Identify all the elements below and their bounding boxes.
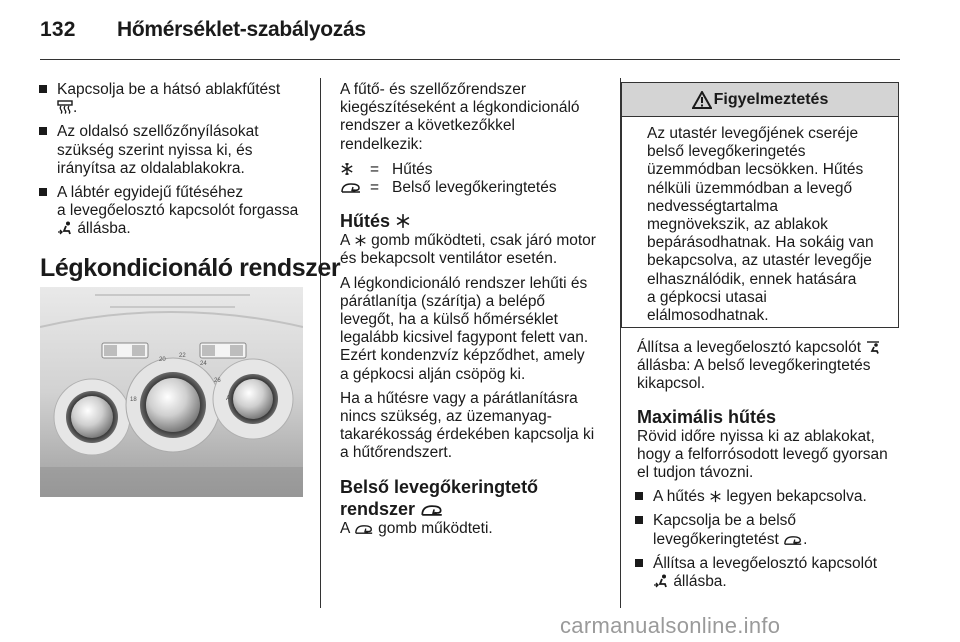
set-line: állásba: A belső levegőkeringtetés	[637, 357, 871, 375]
bullet-line: szükség szerint nyissa ki, és	[57, 141, 253, 159]
paragraph-line: nincs szükség, az üzemanyag-	[340, 408, 552, 426]
warning-line: nélküli üzemmódban a levegő	[647, 179, 853, 197]
legend-equals: =	[370, 160, 380, 178]
intro-line: rendelkezik:	[340, 135, 423, 153]
dial-label-20: 20	[159, 357, 166, 363]
warning-box	[621, 82, 899, 328]
list-item	[57, 81, 312, 117]
bullet-line-end	[57, 220, 312, 238]
recirc-text: A	[340, 519, 350, 537]
bullet-text: A hűtés	[653, 488, 705, 506]
cooling-line	[340, 232, 615, 250]
left-bullets	[57, 81, 312, 239]
control-panel-photo	[40, 287, 303, 497]
dial-label-22: 22	[179, 353, 186, 359]
legend-text: Belső levegőkeringtetés	[392, 179, 557, 197]
floor-windscreen-vent-icon	[653, 574, 669, 588]
section-heading: Légkondicionáló rendszer	[40, 254, 341, 282]
paragraph-line: Ha a hűtésre vagy a párátlanításra	[340, 389, 578, 407]
floor-vent-icon	[57, 221, 73, 235]
cooling-text: A	[340, 232, 350, 250]
warning-line: nedvességtartalma	[647, 197, 778, 215]
paragraph-line: a hűtőrendszert.	[340, 444, 453, 462]
warning-triangle-icon	[692, 91, 712, 109]
snowflake-icon	[395, 213, 411, 229]
cooling-text: gomb működteti, csak járó motor	[371, 232, 596, 250]
dial-label-26: 26	[214, 378, 221, 384]
warning-line: bepárásodhatnak. Ha sokáig van	[647, 234, 874, 252]
bullet-text: Kapcsolja be a hátsó ablakfűtést	[57, 81, 281, 98]
warning-line: elálmosodhatnak.	[647, 307, 769, 325]
cooling-heading-text: Hűtés	[340, 211, 391, 232]
bullet-text: levegőkeringtetést	[653, 530, 779, 548]
page-number: 132	[40, 18, 76, 41]
snowflake-icon	[340, 161, 370, 179]
control-panel-illustration	[40, 287, 303, 497]
right-column	[637, 339, 907, 591]
paragraph-line: a gépkocsi alján csöpög ki.	[340, 365, 526, 383]
middle-column	[340, 81, 615, 538]
windscreen-vent-icon	[865, 340, 881, 354]
dial-label-18: 18	[130, 397, 137, 403]
max-cooling-heading: Maximális hűtés	[637, 406, 777, 427]
bullet-line: A lábtér egyidejű fűtéséhez	[57, 184, 244, 202]
header-rule	[40, 59, 900, 60]
warning-header	[622, 83, 898, 117]
list-item	[653, 488, 907, 506]
warning-line: belső levegőkeringetés	[647, 143, 806, 161]
legend-row	[340, 161, 615, 179]
paragraph-line: levegőt, ha a külső hőmérséklet	[340, 311, 558, 329]
page-title: Hőmérséklet-szabályozás	[117, 18, 366, 41]
recirc-heading-line2	[340, 498, 615, 520]
warning-body	[622, 117, 898, 325]
paragraph-line: takarékosság érdekében kapcsolja ki	[340, 426, 595, 444]
dial-label-24: 24	[200, 361, 207, 367]
cooling-heading	[340, 210, 615, 232]
legend-row	[340, 179, 615, 197]
rear-window-heater-icon	[57, 100, 73, 114]
bullet-line: Kapcsolja be a belső	[653, 512, 797, 530]
recirculation-icon	[354, 524, 374, 535]
warning-line: üzemmódban lecsökken. Hűtés	[647, 161, 864, 179]
intro-line: A fűtő- és szellőzőrendszer	[340, 81, 527, 98]
recirc-heading-line1: Belső levegőkeringtető	[340, 476, 539, 497]
bullet-line: Az oldalsó szellőzőnyílásokat	[57, 123, 259, 141]
bullet-text: legyen bekapcsolva.	[726, 488, 867, 506]
cooling-line: és bekapcsolt ventilátor esetén.	[340, 250, 558, 268]
bullet-line: Állítsa a levegőelosztó kapcsolót	[653, 554, 878, 572]
list-item	[57, 184, 312, 239]
set-line: kikapcsol.	[637, 375, 706, 393]
list-item	[653, 555, 907, 591]
warning-line: megnövekszik, az ablakok	[647, 216, 828, 234]
max-line: Rövid időre nyissa ki az ablakokat,	[637, 427, 875, 445]
warning-title: Figyelmeztetés	[713, 90, 829, 108]
recirculation-icon	[340, 179, 370, 197]
list-item	[653, 512, 907, 548]
bullet-line	[653, 531, 907, 549]
bullet-line: a levegőelosztó kapcsolót forgassa	[57, 202, 299, 220]
warning-line: a gépkocsi utasai	[647, 288, 767, 306]
set-line	[637, 339, 907, 357]
ac-paragraph	[340, 275, 615, 384]
recirc-heading-text: rendszer	[340, 498, 416, 519]
recirc-line	[340, 520, 615, 538]
warning-line: bekapcsolva, az utastér levegője	[647, 252, 872, 270]
column-divider-1	[320, 78, 321, 608]
paragraph-line: legalább kicsivel fagypont felett van.	[340, 329, 589, 347]
intro-line: rendszer a következőkkel	[340, 117, 515, 135]
legend-text: Hűtés	[392, 160, 433, 178]
warning-line: Az utastér levegőjének cseréje	[647, 125, 859, 142]
bullet-line	[653, 573, 907, 591]
bullet-text-end: .	[73, 99, 78, 117]
bullet-text-cont	[57, 99, 312, 117]
bullet-line: irányítsa az oldalablakokra.	[57, 159, 245, 177]
snowflake-icon	[354, 234, 367, 247]
set-text: Állítsa a levegőelosztó kapcsolót	[637, 339, 862, 356]
bullet-text-end: .	[803, 530, 808, 548]
snowflake-icon	[709, 490, 722, 503]
dial-label-a: A	[226, 395, 231, 402]
warning-line: elhasználódik, ennek hatására	[647, 270, 857, 288]
recirculation-icon	[420, 504, 444, 517]
paragraph-line: Ezért kondenzvíz képződhet, amely	[340, 347, 585, 365]
max-line: el tudjon távozni.	[637, 464, 754, 482]
fuel-paragraph	[340, 390, 615, 463]
paragraph-line: párátlanítja (szárítja) a belépő	[340, 292, 546, 310]
list-item	[57, 123, 312, 178]
bullet-text-end: állásba.	[673, 573, 727, 591]
recirc-text: gomb működteti.	[378, 519, 493, 537]
recirculation-icon	[783, 535, 803, 546]
intro-line: kiegészítéseként a légkondicionáló	[340, 99, 580, 117]
paragraph-line: A légkondicionáló rendszer lehűti és	[340, 274, 588, 292]
watermark: carmanualsonline.info	[560, 613, 781, 638]
bullet-text-end: állásba.	[77, 220, 131, 238]
max-bullets	[653, 488, 907, 591]
max-line: hogy a felforrósodott levegő gyorsan	[637, 445, 888, 463]
legend-equals: =	[370, 179, 380, 197]
